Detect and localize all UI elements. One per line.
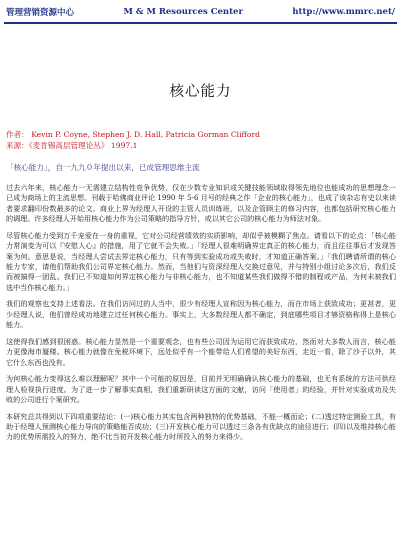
header-site-name-english: M & M Resources Center bbox=[123, 7, 243, 17]
header-site-url[interactable]: http://www.mmrc.net/ bbox=[292, 7, 395, 17]
body-paragraph: 尽管核心能力受到万千宠爱在一身的重视，它对公司经营绩效的实质影响，却似乎被模糊了焦点。请看以下的论点：「核心能力常演变为可以『安慰人心』的措施，用了它就不会失败。」「经理人很难明确界定真正的核心能力，而且往往事后才发现答案为何。意思是说，当经理人尝试去界定核心能力，只有等到实验成功或失败时，才知道正确答案。」「我们聘请所谓的核心能力专家，请他们帮助我们公司界定核心能力。然而，当他们与资深经理人交换过意见，并与特别小组讨论多次后，我们反而被搞得一团乱。我们已不知道如何界定核心能力与非核心能力，也不知道某些我们做得不错的制程或产品，为何未被我们选中当作核心能力。」 bbox=[6, 230, 396, 292]
site-header bbox=[6, 4, 395, 20]
article-body bbox=[6, 183, 396, 449]
header-divider bbox=[4, 22, 397, 24]
body-paragraph: 本研究总共得到以下四项重要结论：(一)核心能力其实包含两种独特的优势基础，不能一概而论；(二)透过特定测验工具，有助于经理人预测核心能力导向的策略能否成功；(三)开发核心能力可以透过三条各有优缺点的途径进行；(四)以及维持核心能力的优势所需投入的努力，绝不比当初开发核心能力时所投入的努力来得少。 bbox=[6, 411, 396, 442]
article-source: 来源：《麦肯锡高层管理论丛》 1997.1 bbox=[6, 141, 138, 150]
article-intro: 「核心能力」，自一九九０年提出以来，已成管理思维主流 bbox=[6, 163, 200, 172]
body-paragraph: 过去六年来，核心能力一无需建立结构性竞争优势，仅在少数专业知识或关键技能领域取得领先地位也能成功的思想理念一已成为商场上的主流思想。刊载于哈佛商业评论 1990 年 5-6 月号的经典之作「企业的核心能力」，也成了该杂志有史以来读者要求翻印份数最多的论文。商业上界为经理人开设的主管人员训练班，以及企管顾主的修习内容，也都包括研究核心能力的调理。许多经理人开始用核心能力作为公司策略的指导方针，或以其它公司的核心能力为师法对象。 bbox=[6, 183, 396, 224]
body-paragraph: 我们的观察也支持上述看法。在我们访问过的人当中，很少有经理人宣称因为核心能力，而在市场上获致成功；更甚者，更少经理人说，他们曾经成功地建立过任何核心能力。事实上，大多数经理人都不确定，到底哪些项目才够资格称得上是核心能力。 bbox=[6, 299, 396, 330]
page-title: 核心能力 bbox=[169, 84, 232, 100]
body-paragraph: 这使得我们感到很困惑。核心能力显然是一个重要观念，也有些公司因为运用它而获致成功，然而对大多数人而言，核心能力更像海市蜃楼。核心能力就像在免税环境下，远处似乎有一个能带给人们希望的美好东西，走近一看，除了沙子以外，其它什么东西也没有。 bbox=[6, 336, 396, 367]
body-paragraph: 为何核心能力变得这么难以理解呢？其中一个可能的原因是，目前并无明确确认核心能力的基础，也无有系统的方法可供经理人检视执行进度。为了进一步了解事实真相，我们重新研读这方面的文献，访问「使用者」的经验，并针对实验成功及失败的公司进行个案研究。 bbox=[6, 374, 396, 405]
article-author: 作者： Kevin P. Coyne, Stephen J. D. Hall, Patricia Gorman Clifford bbox=[6, 130, 260, 139]
header-site-name: 管理营销资源中心 bbox=[6, 8, 75, 18]
